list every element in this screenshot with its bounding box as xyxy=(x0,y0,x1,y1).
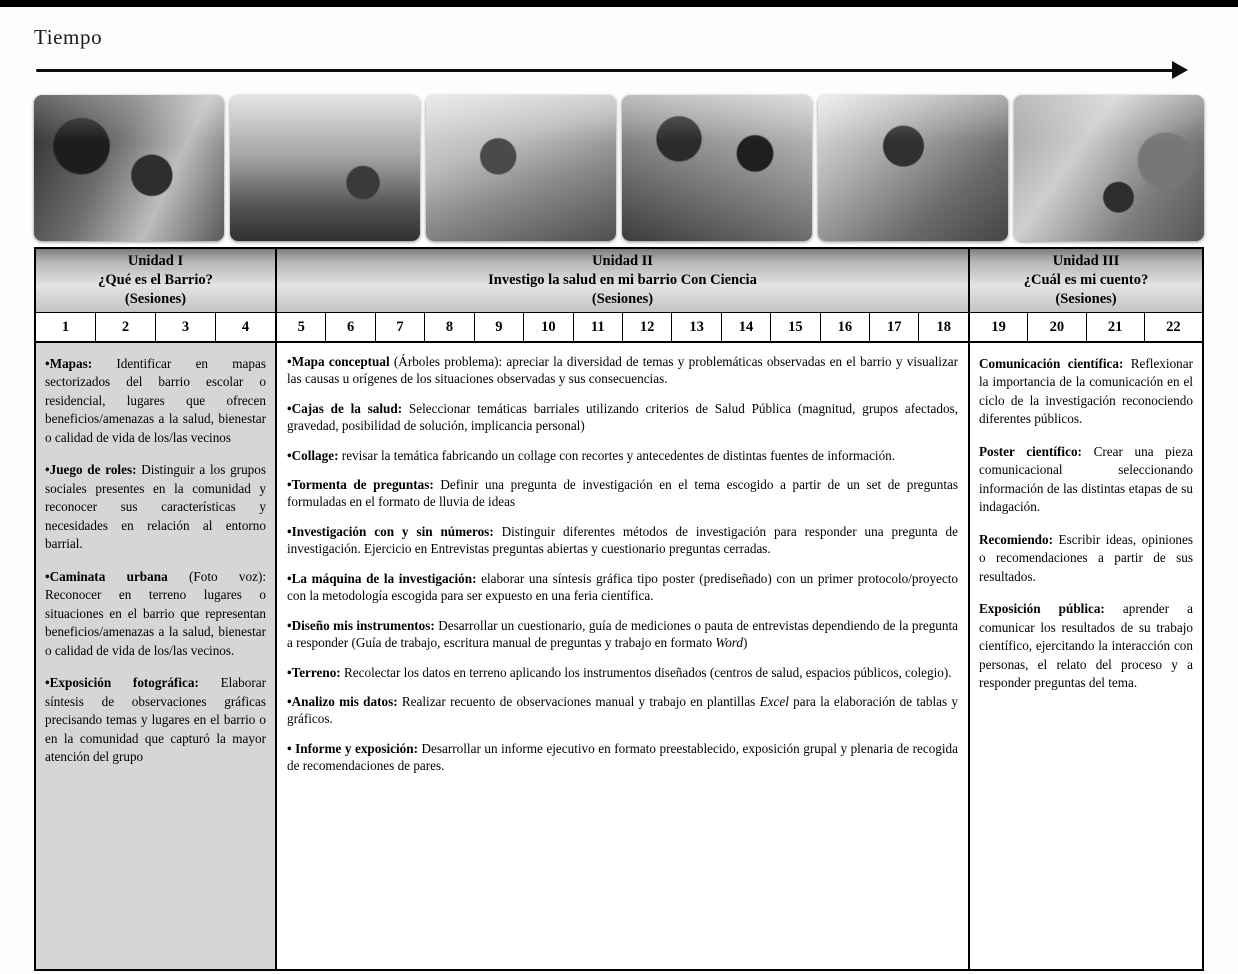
unit-3-column xyxy=(970,249,1202,969)
unit-2-session-row xyxy=(277,313,968,343)
timeline-arrow xyxy=(34,63,1204,79)
timeline-photo-3 xyxy=(426,95,616,241)
session-cell: 4 xyxy=(241,318,250,335)
activity-lead: •Collage: xyxy=(287,447,342,463)
unit-3-session-row xyxy=(970,313,1202,343)
activity-lead: Poster científico: xyxy=(979,443,1094,459)
unit-3-activities xyxy=(970,343,1202,969)
activity-lead: • Informe y exposición: xyxy=(287,741,422,756)
activity-item: Comunicación científica: Reflexionar la importancia de la comunicación en el ciclo de la investigación reconociendo diferentes públicos. xyxy=(979,356,1193,427)
arrow-head-icon xyxy=(1172,61,1188,79)
unit-2-activities xyxy=(277,343,968,969)
italic-term: Word xyxy=(715,634,744,650)
photo-strip xyxy=(34,95,1204,241)
timeline-label: Tiempo xyxy=(34,25,103,49)
activity-lead: Exposición pública: xyxy=(979,601,1123,617)
activity-lead: •Analizo mis datos: xyxy=(287,694,402,710)
timeline-photo-6 xyxy=(1014,95,1204,241)
activity-lead: •Mapas: xyxy=(45,356,117,371)
unit-2-sessions-caption: (Sesiones) xyxy=(591,290,654,307)
session-cell: 21 xyxy=(1087,313,1145,341)
activity-lead: •Cajas de la salud: xyxy=(287,400,409,416)
unit-3-sessions-caption: (Sesiones) xyxy=(1055,290,1117,307)
activity-item: •Mapas: Identificar en mapas sectorizados del barrio escolar o residencial, lugares que ofrecen beneficios/amenazas a la salud, bienestar o calidad de vida de los/las vecinos xyxy=(45,356,266,445)
activity-item: •Terreno: Recolectar los datos en terreno aplicando los instrumentos diseñados (centros de salud, espacios públicos, colegio). xyxy=(287,664,952,680)
activity-item: Recomiendo: Escribir ideas, opiniones o recomendaciones a partir de sus resultados. xyxy=(979,531,1193,584)
session-cell: 14 xyxy=(722,313,771,341)
unit-3-subtitle: ¿Cuál es mi cuento? xyxy=(1023,272,1149,289)
session-cell: 22 xyxy=(1166,318,1181,335)
unit-2-subtitle: Investigo la salud en mi barrio Con Ciencia xyxy=(488,272,757,289)
italic-term: Excel xyxy=(759,694,789,710)
unit-1-activities xyxy=(36,343,275,969)
activity-lead: •Investigación con y sin números: xyxy=(287,524,502,540)
session-cell: 13 xyxy=(672,313,721,341)
unit-1-column xyxy=(36,249,277,969)
session-cell: 12 xyxy=(623,313,672,341)
activity-lead: Recomiendo: xyxy=(979,531,1059,547)
activity-lead: •Terreno: xyxy=(287,664,344,680)
top-black-bar xyxy=(0,0,1238,7)
figure-content xyxy=(0,25,1238,971)
timeline-photo-4 xyxy=(622,95,812,241)
timeline-photo-2 xyxy=(230,95,420,241)
session-cell: 15 xyxy=(771,313,820,341)
session-cell: 3 xyxy=(156,313,216,341)
session-cell: 16 xyxy=(821,313,870,341)
activity-lead: •Tormenta de preguntas: xyxy=(287,477,441,493)
activity-lead: •Mapa conceptual xyxy=(287,354,394,369)
activity-item: •Collage: revisar la temática fabricando un collage con recortes y antecedentes de distintas fuentes de información. xyxy=(287,447,896,463)
unit-1-title: Unidad I xyxy=(127,253,184,270)
timeline-photo-1 xyxy=(34,95,224,241)
activity-lead: •Diseño mis instrumentos: xyxy=(287,617,439,633)
activity-lead: •La máquina de la investigación: xyxy=(287,570,482,586)
activity-lead: •Juego de roles: xyxy=(45,462,142,478)
activity-item: •La máquina de la investigación: elaborar una síntesis gráfica tipo poster (prediseñado) con un primer protocolo/proyecto con la metodología escogida para ser expuesto en una feria científica. xyxy=(287,570,958,604)
activity-item: Poster científico: Crear una pieza comunicacional seleccionando información de las distintas etapas de su indagación. xyxy=(979,443,1193,515)
arrow-line xyxy=(36,69,1174,72)
activity-lead: •Exposición fotográfica: xyxy=(45,675,221,691)
activity-item: •Juego de roles: Distinguir a los grupos sociales presentes en la comunidad y reconocer sus características y necesidades en relación al entorno barrial. xyxy=(45,462,266,552)
units-table xyxy=(34,247,1204,971)
session-cell: 10 xyxy=(524,313,573,341)
activity-item: •Investigación con y sin números: Distinguir diferentes métodos de investigación para responder una pregunta de investigación. Ejercicio en Entrevistas preguntas abiertas y cuestionario preguntas cerradas. xyxy=(287,524,958,557)
unit-3-header xyxy=(970,249,1202,313)
session-cell: 20 xyxy=(1028,313,1086,341)
activity-item: Exposición pública: aprender a comunicar los resultados de su trabajo científico, ejercitando la interacción con personas, el relato del proceso y a responder preguntas del tema. xyxy=(979,601,1193,691)
unit-1-header xyxy=(36,249,275,313)
activity-item: •Mapa conceptual (Árboles problema): apreciar la diversidad de temas y problemáticas observadas en el barrio y visualizar las causas u orígenes de los situaciones observadas y sus consecuencias. xyxy=(287,354,958,387)
session-cell: 9 xyxy=(475,313,524,341)
session-cell: 1 xyxy=(36,313,96,341)
unit-2-title: Unidad II xyxy=(592,253,653,270)
unit-1-subtitle: ¿Qué es el Barrio? xyxy=(98,272,213,289)
session-cell: 8 xyxy=(425,313,474,341)
session-cell: 18 xyxy=(936,318,951,335)
session-cell: 6 xyxy=(326,313,375,341)
activity-item: •Caminata urbana (Foto voz): Reconocer en terreno lugares o situaciones en el barrio que representan beneficios/amenazas a la salud, bienestar o calidad de vida de los/las vecinos. xyxy=(45,568,266,658)
session-cell: 2 xyxy=(96,313,156,341)
unit-3-title: Unidad III xyxy=(1052,253,1120,270)
activity-item: •Cajas de la salud: Seleccionar temáticas barriales utilizando criterios de Salud Pública (magnitud, grupos afectados, gravedad, posibilidad de solución, implicancia personal) xyxy=(287,400,959,433)
session-cell: 17 xyxy=(870,313,919,341)
session-cell: 19 xyxy=(970,313,1028,341)
session-cell: 5 xyxy=(277,313,326,341)
unit-2-column xyxy=(277,249,970,969)
session-cell: 7 xyxy=(376,313,425,341)
unit-2-header xyxy=(277,249,968,313)
timeline-photo-5 xyxy=(818,95,1008,241)
activity-item: •Diseño mis instrumentos: Desarrollar un cuestionario, guía de mediciones o pauta de entrevistas dependiendo de la pregunta a responder (Guía de trabajo, escritura manual de preguntas y trabajo en formato Word) xyxy=(287,617,959,650)
activity-item: •Analizo mis datos: Realizar recuento de observaciones manual y trabajo en plantillas Excel para la elaboración de tablas y gráficos. xyxy=(287,694,958,727)
unit-1-session-row xyxy=(36,313,275,343)
activity-lead: Comunicación científica: xyxy=(979,356,1131,371)
session-cell: 11 xyxy=(574,313,623,341)
activity-item: •Exposición fotográfica: Elaborar síntesis de observaciones gráficas precisando temas y lugares en el barrio o en la comunidad que capturó la mayor atención del grupo xyxy=(45,675,266,765)
unit-1-sessions-caption: (Sesiones) xyxy=(124,290,187,307)
activity-lead: •Caminata urbana xyxy=(45,568,189,584)
activity-item: • Informe y exposición: Desarrollar un informe ejecutivo en formato preestablecido, exposición grupal y plenaria de recogida de recomendaciones de pares. xyxy=(287,741,958,774)
activity-item: •Tormenta de preguntas: Definir una pregunta de investigación en el tema escogido a partir de un set de preguntas formuladas en el formato de lluvia de ideas xyxy=(287,477,958,510)
